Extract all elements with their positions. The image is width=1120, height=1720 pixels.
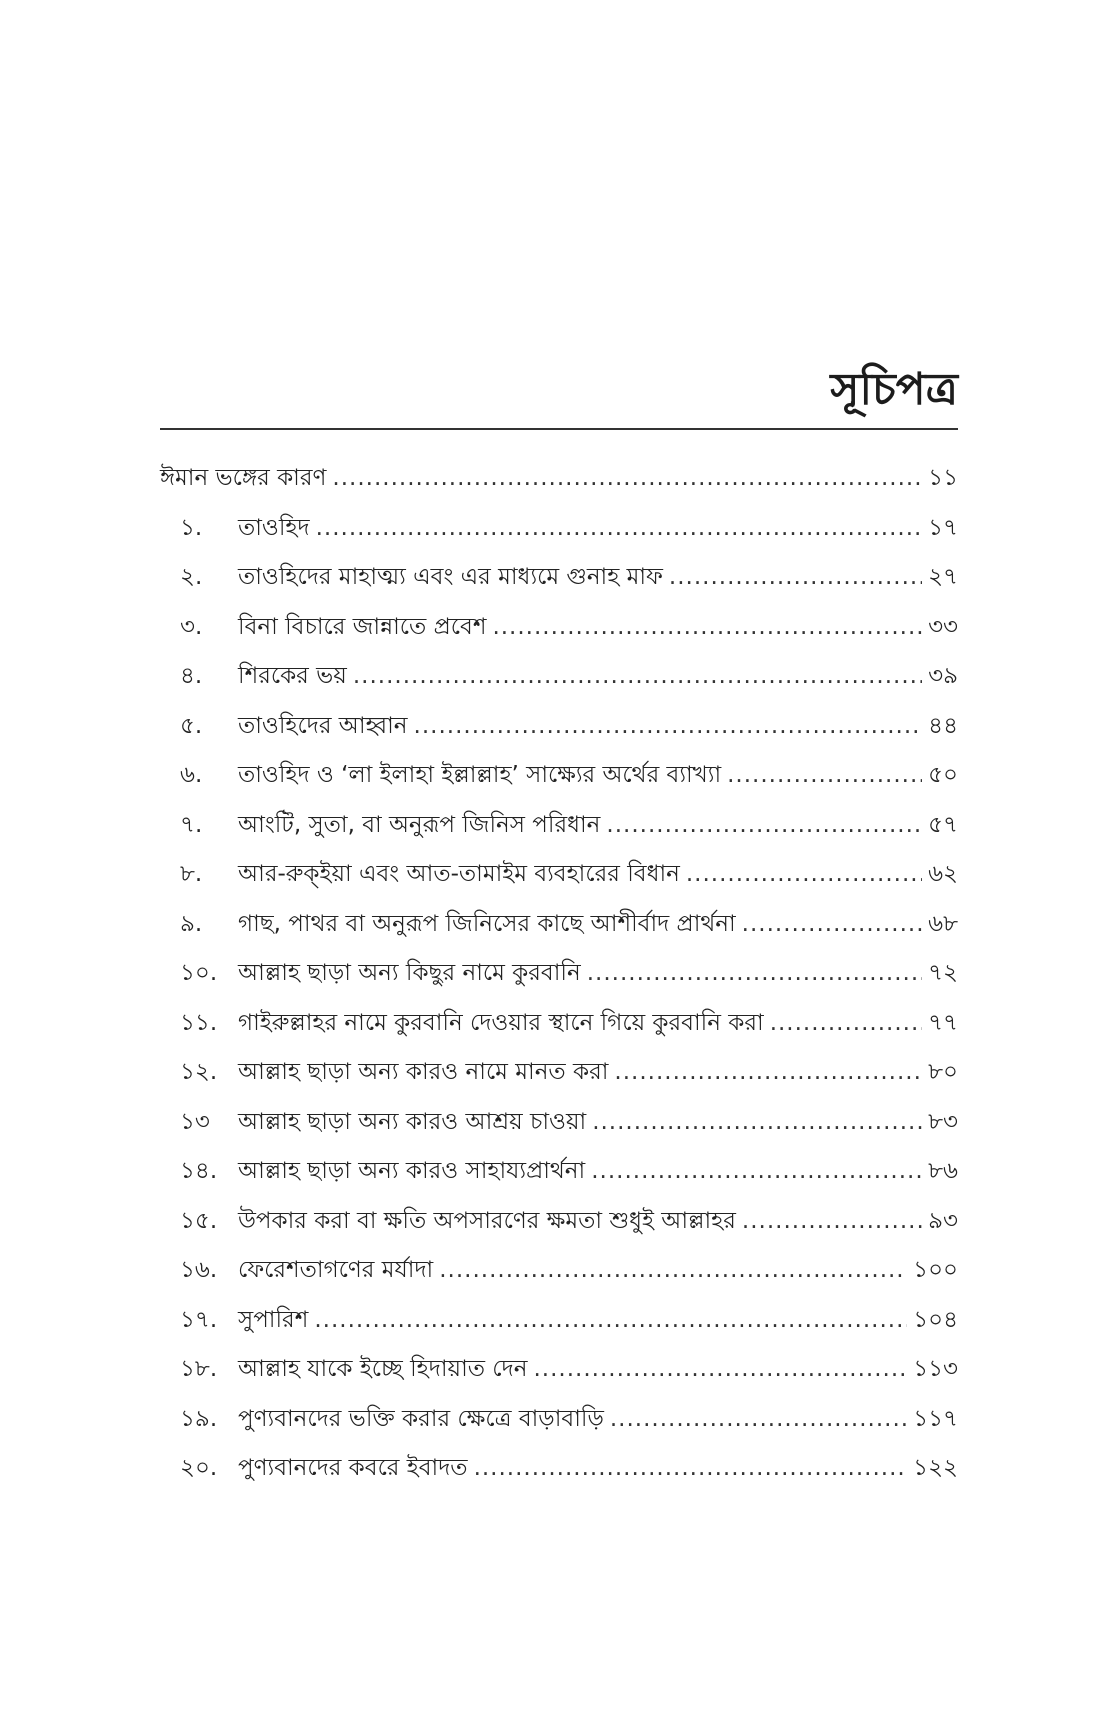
dot-leader xyxy=(742,900,922,950)
dot-leader xyxy=(669,553,922,603)
dot-leader xyxy=(414,702,923,752)
toc-entry-title: আংটি, সুতা, বা অনুরূপ জিনিস পরিধান xyxy=(238,811,601,838)
toc-entry-1[interactable] xyxy=(160,504,958,554)
title-divider xyxy=(160,428,958,430)
toc-entry-title: তাওহিদ xyxy=(238,514,310,541)
toc-page-number: ২৭ xyxy=(928,564,958,590)
toc-page-number: ১১৩ xyxy=(913,1356,958,1382)
toc-entry-title: সুপারিশ xyxy=(238,1306,309,1333)
toc-entry-number: ৩. xyxy=(180,613,203,640)
dot-leader xyxy=(533,1345,907,1395)
toc-entry-title: আর-রুক্ইয়া এবং আত-তামাইম ব্যবহারের বিধান xyxy=(238,861,680,887)
toc-entry-title: আল্লাহ ছাড়া অন্য কারও নামে মানত করা xyxy=(238,1059,609,1085)
toc-entry-title: আল্লাহ ছাড়া অন্য কারও সাহায্যপ্রার্থনা xyxy=(238,1158,586,1184)
toc-entry-title: আল্লাহ ছাড়া অন্য কিছুর নামে কুরবানি xyxy=(238,960,581,986)
toc-entry-title: আল্লাহ ছাড়া অন্য কারও আশ্রয় চাওয়া xyxy=(238,1108,587,1135)
toc-entry-number: ৮. xyxy=(180,861,203,887)
toc-entry-title: তাওহিদ ও ‘লা ইলাহা ইল্লাল্লাহ’ সাক্ষ্যের অর্থের ব্যাখ্যা xyxy=(238,762,722,788)
toc-entry-title: গাছ, পাথর বা অনুরূপ জিনিসের কাছে আশীর্বাদ প্রার্থনা xyxy=(238,910,736,937)
toc-entry-number: ১. xyxy=(180,514,203,541)
toc-entry-number: ৬. xyxy=(180,762,203,788)
toc-page-number: ৫০ xyxy=(928,762,958,788)
toc-entry-10[interactable] xyxy=(160,949,958,999)
toc-entry-5[interactable] xyxy=(160,702,958,752)
toc-page-number: ৮৩ xyxy=(928,1108,958,1135)
dot-leader xyxy=(742,1197,922,1247)
toc-entry-number: ২. xyxy=(180,564,203,590)
toc-entry-8[interactable] xyxy=(160,850,958,900)
toc-entry-title: গাইরুল্লাহর নামে কুরবানি দেওয়ার স্থানে গিয়ে কুরবানি করা xyxy=(238,1009,764,1036)
toc-entry-15[interactable] xyxy=(160,1197,958,1247)
toc-entry-18[interactable] xyxy=(160,1345,958,1395)
dot-leader xyxy=(770,999,922,1049)
dot-leader xyxy=(686,850,922,900)
toc-page-number: ১০০ xyxy=(913,1257,958,1283)
toc-entry-7[interactable] xyxy=(160,801,958,851)
dot-leader xyxy=(353,652,922,702)
dot-leader xyxy=(332,454,922,504)
toc-entry-2[interactable] xyxy=(160,553,958,603)
toc-entry-number: ১১. xyxy=(180,1009,218,1036)
toc-entry-number: ১৩ xyxy=(180,1108,210,1135)
toc-entry-number: ৪. xyxy=(180,663,203,689)
toc-entry-11[interactable] xyxy=(160,999,958,1049)
toc-entry-title: আল্লাহ যাকে ইচ্ছে হিদায়াত দেন xyxy=(238,1356,528,1382)
dot-leader xyxy=(587,949,922,999)
toc-page-number: ১১৭ xyxy=(913,1405,958,1432)
toc-entry-12[interactable] xyxy=(160,1048,958,1098)
dot-leader xyxy=(727,751,922,801)
toc-entry-number: ১৬. xyxy=(180,1257,218,1283)
dot-leader xyxy=(474,1444,908,1494)
toc-page-number: ১২২ xyxy=(913,1455,958,1481)
toc-entry-4[interactable] xyxy=(160,652,958,702)
toc-entry-title: তাওহিদের মাহাত্ম্য এবং এর মাধ্যমে গুনাহ মাফ xyxy=(238,564,663,590)
dot-leader xyxy=(439,1246,907,1296)
toc-entry-title: উপকার করা বা ক্ষতি অপসারণের ক্ষমতা শুধুই আল্লাহর xyxy=(238,1207,736,1234)
toc-entry-13[interactable] xyxy=(160,1098,958,1148)
dot-leader xyxy=(591,1147,922,1197)
toc-page-number: ৮০ xyxy=(928,1059,958,1085)
toc-entry-20[interactable] xyxy=(160,1444,958,1494)
toc-entry-number: ৫. xyxy=(180,712,203,739)
toc-page-number: ৪৪ xyxy=(928,712,958,739)
toc-entry-19[interactable] xyxy=(160,1395,958,1445)
toc-entry-number: ১৪. xyxy=(180,1158,218,1184)
toc-page-number: ৩৩ xyxy=(928,613,958,640)
toc-entry-number: ৭. xyxy=(180,811,203,838)
toc-page-number: ৮৬ xyxy=(928,1158,958,1184)
toc-entry-number: ১৫. xyxy=(180,1207,218,1234)
toc-page-number: ৯৩ xyxy=(928,1207,958,1234)
toc-entry-title: তাওহিদের আহ্বান xyxy=(238,712,408,739)
dot-leader xyxy=(316,504,923,554)
toc-entry-number: ১৮. xyxy=(180,1356,218,1382)
toc-entry-6[interactable] xyxy=(160,751,958,801)
toc-page-number: ৩৯ xyxy=(928,663,958,689)
dot-leader xyxy=(614,1048,922,1098)
toc-entry-number: ১৭. xyxy=(180,1306,218,1333)
toc-page-number: ৭২ xyxy=(928,960,958,986)
toc-entry-3[interactable] xyxy=(160,603,958,653)
toc-page-number: ১১ xyxy=(928,465,958,491)
toc-entry-intro[interactable] xyxy=(160,454,958,504)
dot-leader xyxy=(492,603,922,653)
toc-entry-16[interactable] xyxy=(160,1246,958,1296)
toc-entry-title: ফেরেশতাগণের মর্যাদা xyxy=(238,1257,434,1283)
dot-leader xyxy=(606,801,922,851)
dot-leader xyxy=(314,1296,907,1346)
toc-entry-14[interactable] xyxy=(160,1147,958,1197)
toc-entry-title: বিনা বিচারে জান্নাতে প্রবেশ xyxy=(238,613,487,640)
toc-entry-number: ২০. xyxy=(180,1455,218,1481)
dot-leader xyxy=(592,1098,922,1148)
toc-entry-title: শিরকের ভয় xyxy=(238,663,347,689)
toc-page-number: ১০৪ xyxy=(913,1306,958,1333)
toc-entry-17[interactable] xyxy=(160,1296,958,1346)
toc-page-number: ৫৭ xyxy=(928,811,958,838)
dot-leader xyxy=(610,1395,907,1445)
page-title: সূচিপত্র xyxy=(830,364,958,415)
toc-entry-number: ১৯. xyxy=(180,1405,218,1432)
toc-entry-title: পুণ্যবানদের ভক্তি করার ক্ষেত্রে বাড়াবাড়ি xyxy=(238,1405,604,1432)
table-of-contents xyxy=(160,454,958,1494)
toc-entry-title: পুণ্যবানদের কবরে ইবাদত xyxy=(238,1455,468,1481)
toc-page-number: ৬৮ xyxy=(928,910,958,937)
toc-entry-9[interactable] xyxy=(160,900,958,950)
toc-entry-number: ১২. xyxy=(180,1059,218,1085)
toc-page-number: ৬২ xyxy=(928,861,958,887)
toc-entry-title: ঈমান ভঙ্গের কারণ xyxy=(160,465,327,491)
toc-entry-number: ১০. xyxy=(180,960,218,986)
toc-page-number: ১৭ xyxy=(928,514,958,541)
toc-entry-number: ৯. xyxy=(180,910,203,937)
toc-page-number: ৭৭ xyxy=(928,1009,958,1036)
